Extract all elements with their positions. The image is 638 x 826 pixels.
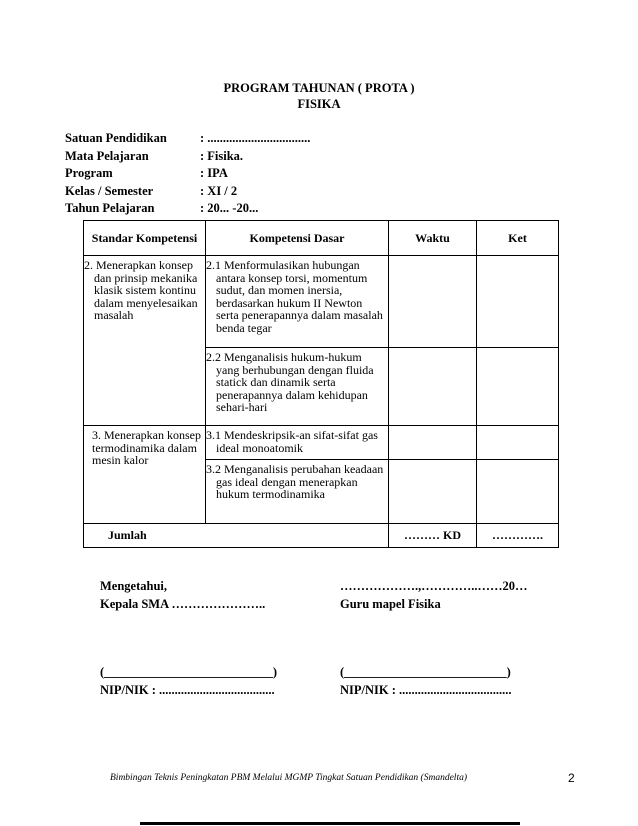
ket-cell xyxy=(477,348,559,426)
ket-cell xyxy=(477,426,559,460)
guru-mapel-label: Guru mapel Fisika xyxy=(340,597,441,611)
footer-divider xyxy=(140,822,520,825)
kd-cell xyxy=(206,460,389,524)
kd-cell xyxy=(206,348,389,426)
info-value-mapel: : Fisika. xyxy=(200,149,244,163)
left-nip: NIP/NIK : ..................................... xyxy=(100,683,275,697)
waktu-cell xyxy=(389,460,477,524)
header-ket: Ket xyxy=(477,221,559,256)
right-nip: NIP/NIK : .................................... xyxy=(340,683,512,697)
total-label: Jumlah xyxy=(108,528,147,543)
ket-cell xyxy=(477,460,559,524)
info-label-kelas: Kelas / Semester xyxy=(65,184,154,198)
kd-text: 2.2 Menganalisis hukum-hukum yang berhubungan dengan fluida statick dan dinamik serta penerapannya dalam kehidupan sehari-hari xyxy=(206,350,374,414)
header-kompetensi-dasar: Kompetensi Dasar xyxy=(206,221,389,256)
page-number: 2 xyxy=(568,771,575,785)
info-value-program: : IPA xyxy=(200,166,228,180)
table-header-row xyxy=(84,221,559,256)
total-waktu: ……… KD xyxy=(389,524,477,548)
kd-text: 3.2 Menganalisis perubahan keadaan gas ideal dengan menerapkan hukum termodinamika xyxy=(206,462,384,501)
mengetahui-label: Mengetahui, xyxy=(100,579,168,593)
place-date-line: ……………….,…………..……20… xyxy=(340,579,528,593)
kd-cell xyxy=(206,426,389,460)
total-row xyxy=(84,524,559,548)
header-standar-kompetensi: Standar Kompetensi xyxy=(84,221,206,256)
info-label-program: Program xyxy=(65,166,113,180)
info-value-satuan: : ................................. xyxy=(200,131,311,145)
waktu-cell xyxy=(389,348,477,426)
sk-cell xyxy=(84,426,206,524)
header-waktu: Waktu xyxy=(389,221,477,256)
table-row xyxy=(84,426,559,460)
kepala-sma-label: Kepala SMA ………………….. xyxy=(100,597,266,611)
table-row xyxy=(84,256,559,348)
info-label-satuan: Satuan Pendidikan xyxy=(65,131,167,145)
kd-cell xyxy=(206,256,389,348)
total-ket: …………. xyxy=(477,524,559,548)
kd-text: 3.1 Mendeskripsik-an sifat-sifat gas ideal monoatomik xyxy=(206,428,378,455)
ket-cell xyxy=(477,256,559,348)
page-subtitle: FISIKA xyxy=(297,97,341,111)
info-value-kelas: : XI / 2 xyxy=(200,184,238,198)
waktu-cell xyxy=(389,256,477,348)
page-title: PROGRAM TAHUNAN ( PROTA ) xyxy=(223,81,415,95)
info-label-tahun: Tahun Pelajaran xyxy=(65,201,155,215)
footer-text: Bimbingan Teknis Peningkatan PBM Melalui MGMP Tingkat Satuan Pendidikan (Smandelta) xyxy=(110,773,467,783)
info-value-tahun: : 20... -20... xyxy=(200,201,259,215)
sk-cell xyxy=(84,256,206,426)
kd-text: 2.1 Menformulasikan hubungan antara konsep torsi, momentum sudut, dan momen inersia, berdasarkan hukum II Newton serta penerapannya dalam masalah benda tegar xyxy=(206,258,383,335)
sk-text: 2. Menerapkan konsep dan prinsip mekanika klasik sistem kontinu dalam menyelesaikan masalah xyxy=(84,258,198,322)
sk-text: 3. Menerapkan konsep termodinamika dalam mesin kalor xyxy=(92,428,201,467)
prota-table xyxy=(83,220,559,548)
left-signature-blank: (___________________________) xyxy=(100,665,278,679)
waktu-cell xyxy=(389,426,477,460)
total-label-cell xyxy=(84,524,389,548)
right-signature-blank: (__________________________) xyxy=(340,665,511,679)
info-label-mapel: Mata Pelajaran xyxy=(65,149,149,163)
